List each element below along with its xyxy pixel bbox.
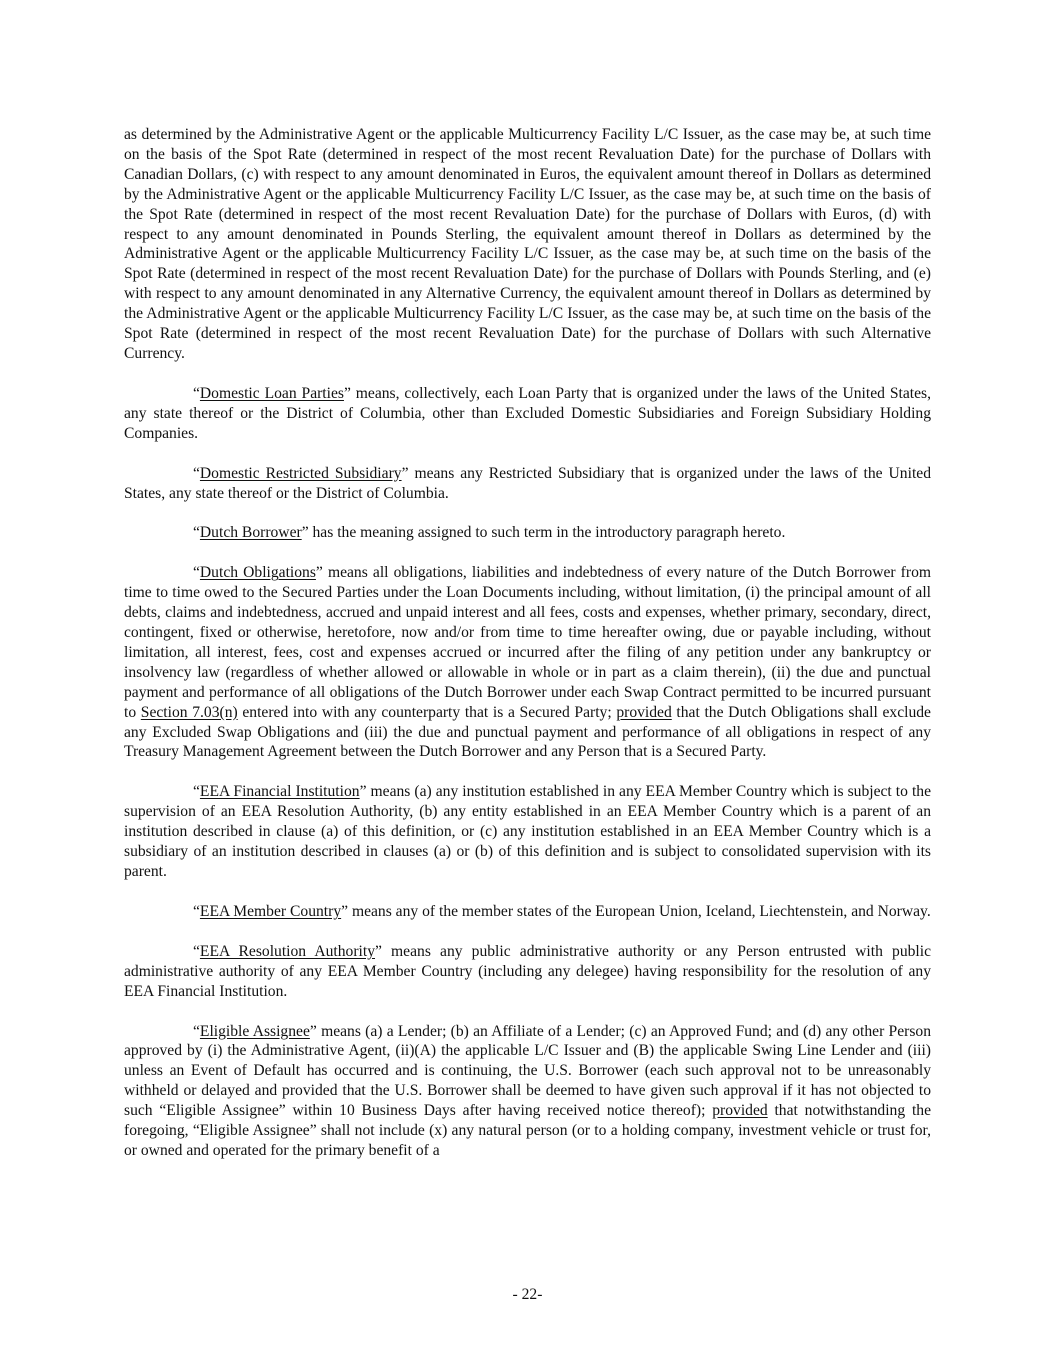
open-quote: “ (193, 524, 200, 542)
defined-term: Domestic Loan Parties (199, 384, 344, 402)
definition-text: that notwithstanding the foregoing, “Eligible Assignee” shall not include (x) any natural person (or to a holding company, investment vehicle or trust for, or owned and operated for the primary benefit of a (124, 1102, 931, 1159)
definition-domestic-loan-parties (124, 384, 931, 444)
definition-domestic-restricted-subsidiary (124, 464, 931, 504)
defined-term: Dutch Borrower (199, 524, 302, 542)
proviso-keyword: provided (712, 1102, 768, 1120)
open-quote: “ (193, 942, 200, 960)
definition-eligible-assignee (124, 1022, 931, 1161)
defined-term: Eligible Assignee (199, 1022, 310, 1040)
definition-text: ” means any public administrative authority or any Person entrusted with public administrative authority of any EEA Member Country (including any delegee) having responsibility for the resolution of any EEA Financial Institution. (124, 942, 932, 1000)
section-reference: Section 7.03(n) (140, 703, 238, 721)
open-quote: “ (193, 902, 200, 920)
open-quote: “ (193, 564, 200, 582)
open-quote: “ (193, 384, 200, 402)
defined-term: Domestic Restricted Subsidiary (199, 464, 402, 482)
definition-text: ” means any Restricted Subsidiary that is organized under the laws of the United States, any state thereof or the District of Columbia. (124, 464, 931, 502)
definition-text: ” means all obligations, liabilities and indebtedness of every nature of the Dutch Borrower from time to time owed to the Secured Parties under the Loan Documents including, without limitation, (i) the principal amount of all debts, claims and indebtedness, accrued and unpaid interest and all fees, costs and expenses, whether primary, secondary, direct, contingent, fixed or otherwise, heretofore, now and/or from time to time hereafter owing, due or payable including, without limitation, all interest, fees, cost and expenses accrued or incurred after the filing of any petition under any bankruptcy or insolvency law (regardless of whether allowed or allowable in whole or in part as a claim therein), (ii) the due and punctual payment and performance of all obligations of the Dutch Borrower under each Swap Contract permitted to be incurred pursuant to (124, 564, 931, 721)
defined-term: EEA Resolution Authority (199, 942, 375, 960)
proviso-keyword: provided (616, 703, 672, 721)
definition-eea-member-country (124, 902, 931, 922)
definition-text: entered into with any counterparty that is a Secured Party; (237, 703, 617, 721)
definition-text: ” means any of the member states of the European Union, Iceland, Liechtenstein, and Norway. (341, 902, 931, 920)
defined-term: EEA Member Country (199, 902, 342, 920)
definition-dutch-borrower (124, 523, 931, 543)
definition-text: ” means (a) any institution established in any EEA Member Country which is subject to the supervision of an EEA Resolution Authority, (b) any entity established in an EEA Member Country which is a parent of an institution described in clause (a) of this definition, or (c) any institution established in an EEA Member Country which is a subsidiary of an institution described in clauses (a) or (b) of this definition and is subject to consolidated supervision with its parent. (124, 783, 931, 880)
page-number: - 22- (512, 1286, 543, 1303)
open-quote: “ (193, 1022, 200, 1040)
continuation-paragraph: as determined by the Administrative Agent or the applicable Multicurrency Facility L/C Issuer, as the case may be, at such time on the basis of the Spot Rate (determined in respect of the most recent Revaluation Date) for the purchase of Dollars with Canadian Dollars, (c) with respect to any amount denominated in Euros, the equivalent amount thereof in Dollars as determined by the Administrative Agent or the applicable Multicurrency Facility L/C Issuer, as the case may be, at such time on the basis of the Spot Rate (determined in respect of the most recent Revaluation Date) for the purchase of Dollars with Euros, (d) with respect to any amount denominated in Pounds Sterling, the equivalent amount thereof in Dollars as determined by the Administrative Agent or the applicable Multicurrency Facility L/C Issuer, as the case may be, at such time on the basis of the Spot Rate (determined in respect of the most recent Revaluation Date) for the purchase of Dollars with Pounds Sterling, and (e) with respect to any amount denominated in any Alternative Currency, the equivalent amount thereof in Dollars as determined by the Administrative Agent or the applicable Multicurrency Facility L/C Issuer, as the case may be, at such time on the basis of the Spot Rate (determined in respect of the most recent Revaluation Date) for the purchase of Dollars with such Alternative Currency. (124, 126, 931, 362)
definition-text: ” means (a) a Lender; (b) an Affiliate of a Lender; (c) an Approved Fund; and (d) any other Person approved by (i) the Administrative Agent, (ii)(A) the applicable L/C Issuer and (B) the applicable Swing Line Lender and (iii) unless an Event of Default has occurred and is continuing, the U.S. Borrower (each such approval not to be unreasonably withheld or delayed and provided that the U.S. Borrower shall be deemed to have given such approval if it has not objected to such “Eligible Assignee” within 10 Business Days after having received notice thereof); (124, 1022, 932, 1120)
open-quote: “ (193, 464, 200, 482)
definition-text: ” means, collectively, each Loan Party that is organized under the laws of the United States, any state thereof or the District of Columbia, other than Excluded Domestic Subsidiaries and Foreign Subsidiary Holding Companies. (124, 384, 931, 442)
definition-text: that the Dutch Obligations shall exclude any Excluded Swap Obligations and (iii) the due and punctual payment and performance of all obligations in respect of any Treasury Management Agreement between the Dutch Borrower and any Person that is a Secured Party. (124, 703, 931, 761)
open-quote: “ (193, 783, 200, 801)
defined-term: EEA Financial Institution (199, 783, 360, 801)
defined-term: Dutch Obligations (199, 564, 316, 582)
document-page (124, 125, 931, 1181)
definition-text: ” has the meaning assigned to such term in the introductory paragraph hereto. (301, 524, 786, 542)
definition-eea-resolution-authority (124, 942, 931, 1002)
definition-dutch-obligations (124, 563, 931, 762)
definition-eea-financial-institution (124, 782, 931, 882)
